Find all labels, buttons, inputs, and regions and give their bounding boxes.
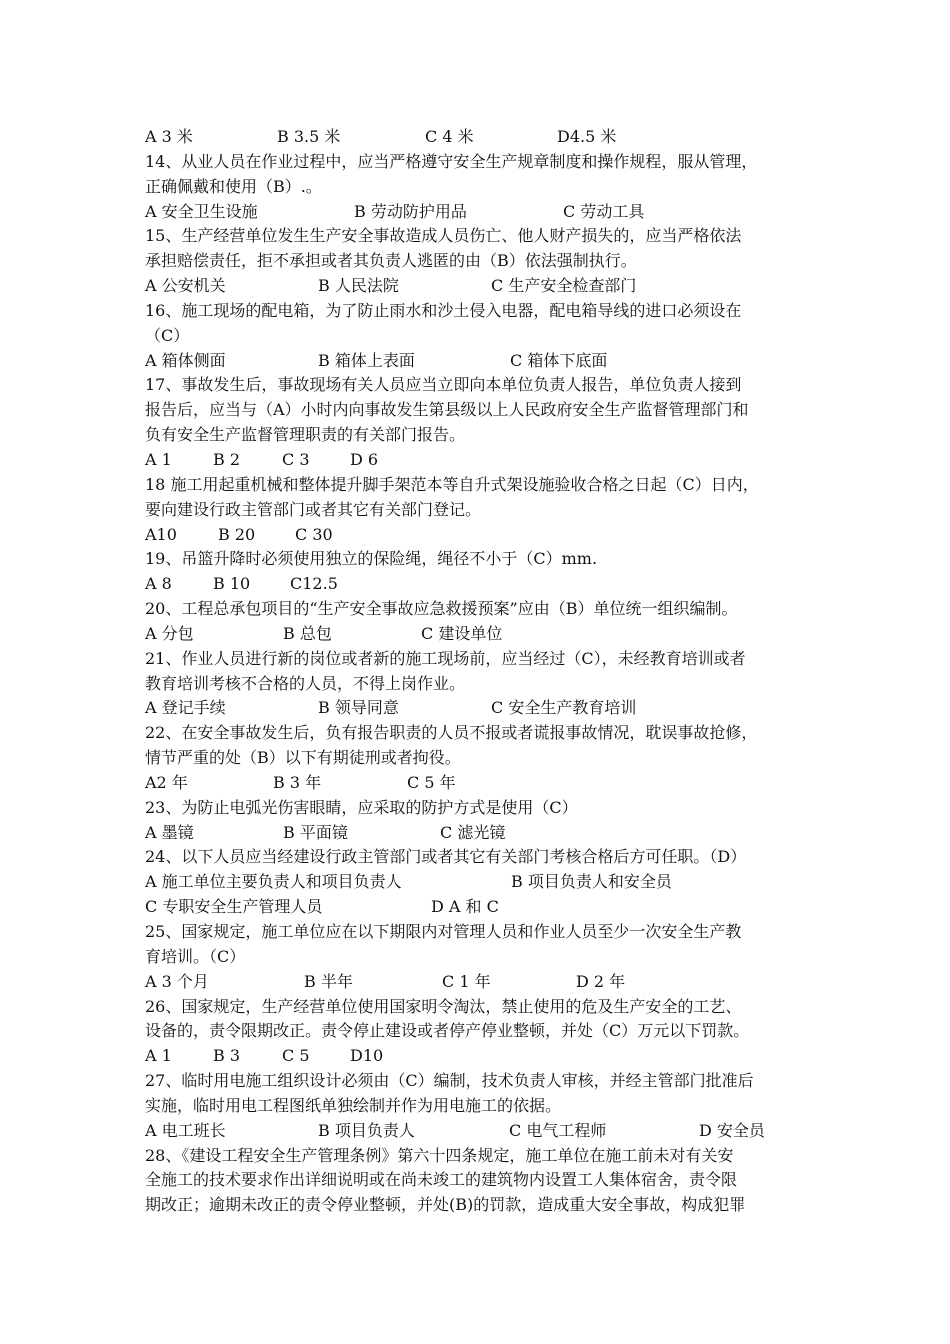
text-line: 20、工程总承包项目的“生产安全事故应急救援预案”应由（B）单位统一组织编制。 bbox=[145, 599, 738, 619]
answer-option: B 劳动防护用品 bbox=[354, 201, 467, 221]
answer-option: B 20 bbox=[218, 524, 256, 544]
text-line: 期改正；逾期未改正的责令停业整顿，并处(B)的罚款，造成重大安全事故，构成犯罪 bbox=[145, 1195, 746, 1215]
answer-option: C 专职安全生产管理人员 bbox=[145, 897, 323, 917]
answer-option: C 30 bbox=[295, 524, 333, 544]
text-line: 26、国家规定，生产经营单位使用国家明令淘汰，禁止使用的危及生产安全的工艺、 bbox=[145, 996, 742, 1016]
answer-option: C 建设单位 bbox=[421, 623, 503, 643]
answer-option: B 3.5 米 bbox=[277, 127, 341, 146]
answer-option: D 2 年 bbox=[576, 971, 626, 991]
answer-option: D4.5 米 bbox=[557, 127, 617, 146]
answer-option: C 箱体下底面 bbox=[510, 350, 608, 370]
answer-option: A 公安机关 bbox=[145, 276, 226, 296]
answer-options-line bbox=[145, 572, 825, 597]
text-line: 24、以下人员应当经建设行政主管部门或者其它有关部门考核合格后方可任职。（D） bbox=[145, 847, 747, 867]
answer-options-line bbox=[145, 1119, 825, 1144]
answer-option: C 滤光镜 bbox=[440, 822, 506, 842]
text-line: 教育培训考核不合格的人员，不得上岗作业。 bbox=[145, 673, 466, 693]
answer-options-line bbox=[145, 1044, 825, 1069]
text-line: 19、吊篮升降时必须使用独立的保险绳，绳径不小于（C）mm. bbox=[145, 549, 598, 569]
answer-options-line bbox=[145, 523, 825, 548]
text-line: 正确佩戴和使用（B）.。 bbox=[145, 176, 322, 196]
answer-option: A 登记手续 bbox=[145, 698, 226, 718]
text-line: 15、生产经营单位发生生产安全事故造成人员伤亡、他人财产损失的，应当严格依法 bbox=[145, 226, 742, 246]
answer-options-line bbox=[145, 771, 825, 796]
answer-option: D 安全员 bbox=[699, 1120, 765, 1140]
answer-option: A 安全卫生设施 bbox=[145, 201, 258, 221]
text-line: 育培训。（C） bbox=[145, 946, 246, 966]
answer-option: A 分包 bbox=[145, 623, 194, 643]
text-line: 全施工的技术要求作出详细说明或在尚未竣工的建筑物内设置工人集体宿舍，责令限 bbox=[145, 1170, 738, 1190]
answer-option: A 3 米 bbox=[145, 127, 193, 146]
answer-option: B 2 bbox=[213, 449, 241, 469]
answer-option: C 安全生产教育培训 bbox=[491, 698, 637, 718]
answer-option: B 3 年 bbox=[273, 772, 322, 792]
text-line: 16、施工现场的配电箱，为了防止雨水和沙土侵入电器，配电箱导线的进口必须设在 bbox=[145, 300, 742, 320]
answer-option: C12.5 bbox=[290, 574, 338, 594]
answer-options-line bbox=[145, 895, 825, 920]
answer-option: C 3 bbox=[282, 449, 310, 469]
text-line: （C） bbox=[145, 325, 190, 345]
answer-option: C 电气工程师 bbox=[509, 1120, 607, 1140]
document-body bbox=[145, 125, 825, 1218]
text-line: 25、国家规定，施工单位应在以下期限内对管理人员和作业人员至少一次安全生产教 bbox=[145, 922, 742, 941]
answer-option: A 墨镜 bbox=[145, 822, 194, 842]
text-line: 17、事故发生后，事故现场有关人员应当立即向本单位负责人报告，单位负责人接到 bbox=[145, 375, 742, 395]
answer-option: A 8 bbox=[145, 574, 172, 594]
answer-option: B 领导同意 bbox=[318, 698, 399, 718]
answer-option: C 生产安全检查部门 bbox=[491, 276, 637, 296]
answer-option: B 10 bbox=[213, 574, 251, 594]
answer-option: C 5 bbox=[282, 1046, 310, 1066]
answer-option: D A 和 C bbox=[431, 897, 499, 917]
answer-option: B 箱体上表面 bbox=[318, 350, 415, 370]
text-line: 承担赔偿责任，拒不承担或者其负责人逃匿的由（B）依法强制执行。 bbox=[145, 251, 637, 271]
text-line: 27、临时用电施工组织设计必须由（C）编制，技术负责人审核，并经主管部门批准后 bbox=[145, 1071, 754, 1091]
answer-option: B 项目负责人和安全员 bbox=[511, 872, 672, 892]
answer-option: A2 年 bbox=[145, 772, 188, 792]
answer-options-line bbox=[145, 622, 825, 647]
answer-option: B 总包 bbox=[283, 623, 332, 643]
answer-options-line bbox=[145, 349, 825, 374]
answer-option: C 1 年 bbox=[442, 971, 491, 991]
answer-option: A 1 bbox=[145, 449, 172, 469]
answer-option: A10 bbox=[145, 524, 177, 544]
text-line: 14、从业人员在作业过程中，应当严格遵守安全生产规章制度和操作规程，服从管理， bbox=[145, 151, 758, 171]
answer-option: A 施工单位主要负责人和项目负责人 bbox=[145, 872, 402, 892]
answer-options-line bbox=[145, 821, 825, 846]
text-line: 设备的，责令限期改正。责令停止建设或者停产停业整顿，并处（C）万元以下罚款。 bbox=[145, 1021, 750, 1041]
text-line: 实施，临时用电工程图纸单独绘制并作为用电施工的依据。 bbox=[145, 1095, 562, 1115]
answer-option: A 电工班长 bbox=[145, 1120, 226, 1140]
answer-options-line bbox=[145, 870, 825, 895]
text-line: 23、为防止电弧光伤害眼睛，应采取的防护方式是使用（C） bbox=[145, 797, 578, 817]
answer-option: A 3 个月 bbox=[145, 971, 209, 991]
answer-option: C 5 年 bbox=[407, 772, 456, 792]
answer-option: C 4 米 bbox=[425, 127, 474, 146]
answer-option: A 箱体侧面 bbox=[145, 350, 226, 370]
text-line: 18 施工用起重机械和整体提升脚手架范本等自升式架设施验收合格之日起（C）日内， bbox=[145, 474, 759, 494]
answer-options-line bbox=[145, 125, 825, 150]
text-line: 21、作业人员进行新的岗位或者新的施工现场前，应当经过（C），未经教育培训或者 bbox=[145, 648, 746, 668]
text-line: 28、《建设工程安全生产管理条例》第六十四条规定，施工单位在施工前未对有关安 bbox=[145, 1145, 734, 1165]
answer-option: B 半年 bbox=[304, 971, 353, 991]
text-line: 情节严重的处（B）以下有期徒刑或者拘役。 bbox=[145, 748, 461, 768]
text-line: 22、在安全事故发生后，负有报告职责的人员不报或者谎报事故情况，耽误事故抢修， bbox=[145, 723, 758, 743]
answer-option: A 1 bbox=[145, 1046, 172, 1066]
answer-options-line bbox=[145, 448, 825, 473]
answer-option: D10 bbox=[350, 1046, 384, 1066]
answer-option: B 人民法院 bbox=[318, 276, 399, 296]
answer-option: B 3 bbox=[213, 1046, 241, 1066]
answer-options-line bbox=[145, 970, 825, 995]
text-line: 报告后，应当与（A）小时内向事故发生第县级以上人民政府安全生产监督管理部门和 bbox=[145, 400, 749, 420]
text-line: 要向建设行政主管部门或者其它有关部门登记。 bbox=[145, 499, 482, 519]
answer-option: B 平面镜 bbox=[283, 822, 348, 842]
answer-option: D 6 bbox=[350, 449, 379, 469]
answer-options-line bbox=[145, 274, 825, 299]
answer-options-line bbox=[145, 200, 825, 225]
text-line: 负有安全生产监督管理职责的有关部门报告。 bbox=[145, 425, 466, 445]
answer-option: C 劳动工具 bbox=[563, 201, 645, 221]
answer-options-line bbox=[145, 696, 825, 721]
answer-option: B 项目负责人 bbox=[318, 1120, 415, 1140]
